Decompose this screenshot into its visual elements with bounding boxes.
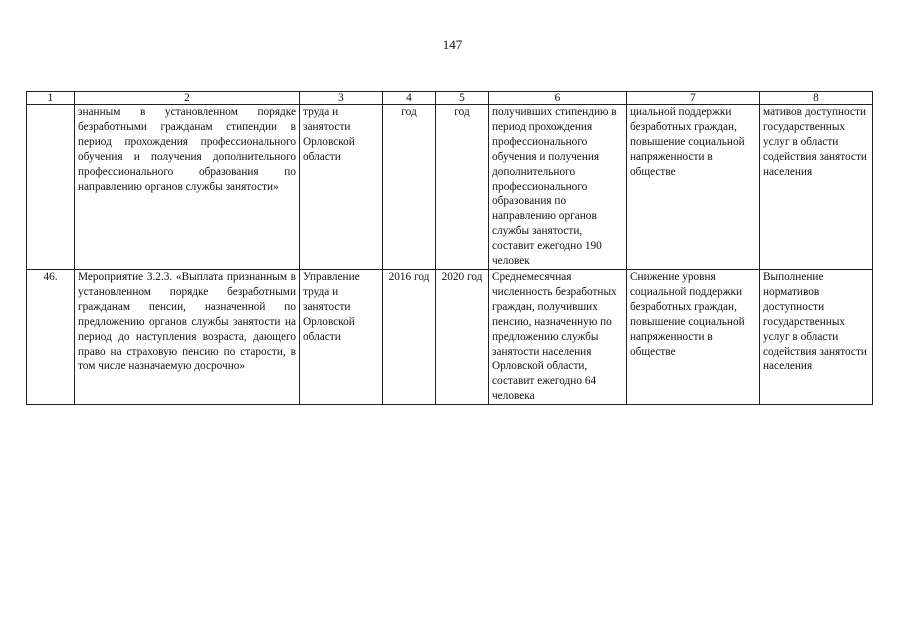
header-col-5: 5 xyxy=(436,92,489,105)
expected-result: Снижение уровня социальной поддержки безработных граждан, повышение социальной напряженности в обществе xyxy=(627,269,760,404)
header-col-8: 8 xyxy=(760,92,873,105)
row-number: 46. xyxy=(27,269,75,404)
event-description: Мероприятие 3.2.3. «Выплата признанным в установленном порядке безработными гражданам пенсии, назначенной по предложению органов службы занятости на период до наступления возраста, дающего право на страховую пенсию по старости, в том числе назначаемую досрочно» xyxy=(75,269,300,404)
end-year: 2020 год xyxy=(436,269,489,404)
event-description: знанным в установленном порядке безработными гражданам стипендии в период прохождения профессионального обучения и получения дополнительного профессионального образования по направлению органов службы занятости» xyxy=(75,105,300,270)
indicator: получивших стипендию в период прохождения профессионального обучения и получения дополнительного профессионального образования по направлению органов службы занятости, составит ежегодно 190 человек xyxy=(489,105,627,270)
header-col-2: 2 xyxy=(75,92,300,105)
goal: Выполнение нормативов доступности государственных услуг в области содействия занятости населения xyxy=(760,269,873,404)
executor: Управление труда и занятости Орловской области xyxy=(300,269,383,404)
goal: мативов доступности государственных услуг в области содействия занятости населения xyxy=(760,105,873,270)
page-number: 147 xyxy=(442,37,463,52)
header-col-6: 6 xyxy=(489,92,627,105)
start-year: год xyxy=(383,105,436,270)
expected-result: циальной поддержки безработных граждан, повышение социальной напряженности в обществе xyxy=(627,105,760,270)
start-year: 2016 год xyxy=(383,269,436,404)
indicator: Среднемесячная численность безработных граждан, получивших пенсию, назначенную по предложению службы занятости населения Орловской области, составит ежегодно 64 человека xyxy=(489,269,627,404)
table-row xyxy=(27,269,873,404)
header-col-3: 3 xyxy=(300,92,383,105)
header-col-4: 4 xyxy=(383,92,436,105)
row-number xyxy=(27,105,75,270)
header-col-7: 7 xyxy=(627,92,760,105)
header-row xyxy=(27,92,873,105)
program-table xyxy=(26,91,873,405)
executor: труда и занятости Орловской области xyxy=(300,105,383,270)
table-header xyxy=(27,92,873,105)
header-col-1: 1 xyxy=(27,92,75,105)
end-year: год xyxy=(436,105,489,270)
table-row xyxy=(27,105,873,270)
